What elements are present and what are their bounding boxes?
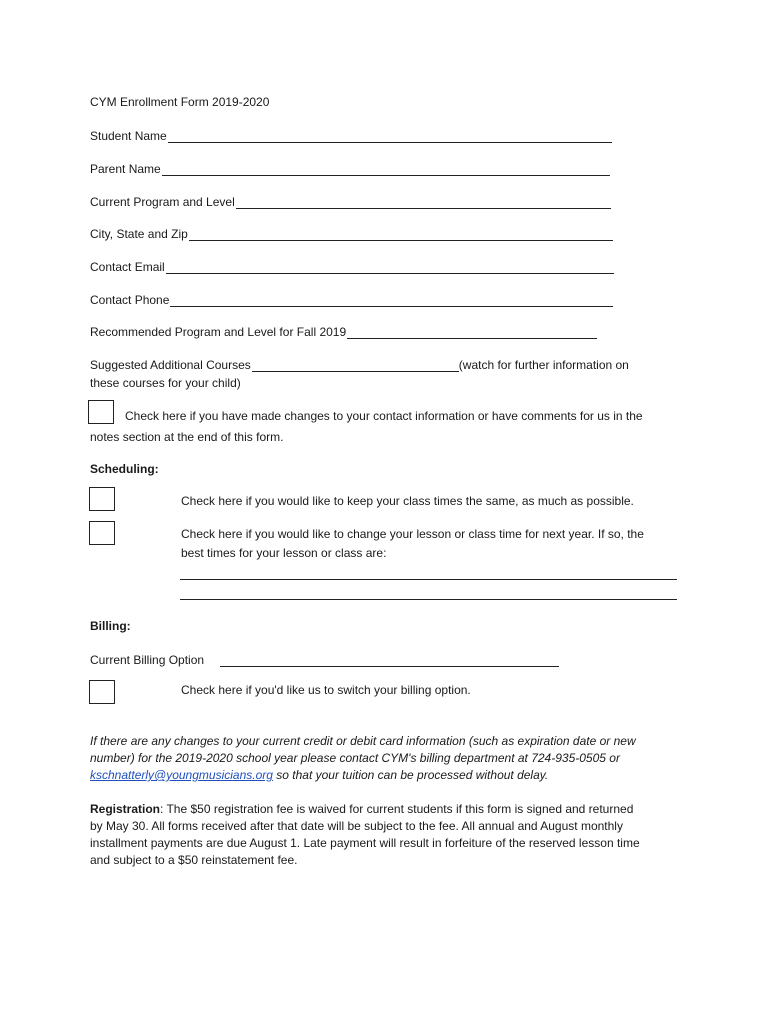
student-name-field[interactable] <box>90 127 612 143</box>
form-title: CYM Enrollment Form 2019-2020 <box>90 95 270 109</box>
field-label: Parent Name <box>90 162 161 176</box>
registration-line1 <box>90 802 633 816</box>
contact-change-label: Check here if you have made changes to your contact information or have comments for us in the <box>125 409 643 423</box>
change-times-label-cont: best times for your lesson or class are: <box>181 546 387 560</box>
current-program-field[interactable] <box>90 193 611 209</box>
student-name-line[interactable] <box>168 130 612 143</box>
parent-name-line[interactable] <box>162 163 610 176</box>
contact-phone-line[interactable] <box>170 294 613 307</box>
registration-text: : The $50 registration fee is waived for current students if this form is signed and returned <box>160 802 634 816</box>
contact-change-checkbox[interactable] <box>88 400 114 424</box>
contact-email-field[interactable] <box>90 258 614 274</box>
billing-email-link[interactable]: kschnatterly@youngmusicians.org <box>90 768 273 782</box>
field-label: Current Billing Option <box>90 653 205 667</box>
best-times-line-2[interactable] <box>180 599 677 600</box>
field-label: Current Program and Level <box>90 195 235 209</box>
scheduling-heading: Scheduling: <box>90 462 159 476</box>
city-state-zip-field[interactable] <box>90 225 613 241</box>
field-label: Contact Email <box>90 260 165 274</box>
recommended-program-field[interactable] <box>90 323 597 339</box>
contact-email-line[interactable] <box>166 261 614 274</box>
contact-phone-field[interactable] <box>90 291 613 307</box>
switch-billing-label: Check here if you'd like us to switch your billing option. <box>181 683 471 697</box>
suggested-note: (watch for further information on <box>458 358 629 372</box>
parent-name-field[interactable] <box>90 160 610 176</box>
current-billing-field[interactable] <box>90 651 559 667</box>
keep-times-label: Check here if you would like to keep your class times the same, as much as possible. <box>181 494 634 508</box>
card-notice-line1: If there are any changes to your current credit or debit card information (such as expiration date or new <box>90 734 636 748</box>
card-notice-line2: number) for the 2019-2020 school year please contact CYM's billing department at 724-935-0505 or <box>90 751 620 765</box>
suggested-courses-line[interactable] <box>252 359 459 372</box>
registration-line3: installment payments are due August 1. Late payment will result in forfeiture of the reserved lesson time <box>90 836 640 850</box>
card-notice-line3 <box>90 768 548 782</box>
suggested-courses-field[interactable] <box>90 356 629 372</box>
contact-change-label-cont: notes section at the end of this form. <box>90 430 284 444</box>
field-label: Suggested Additional Courses <box>90 358 251 372</box>
billing-heading: Billing: <box>90 619 131 633</box>
current-billing-line[interactable] <box>220 654 559 667</box>
change-times-label: Check here if you would like to change your lesson or class time for next year. If so, the <box>181 527 644 541</box>
recommended-program-line[interactable] <box>347 326 597 339</box>
field-label: Student Name <box>90 129 167 143</box>
change-times-checkbox[interactable] <box>89 521 115 545</box>
registration-label: Registration <box>90 802 161 816</box>
card-notice-rest: so that your tuition can be processed without delay. <box>272 768 549 782</box>
city-state-zip-line[interactable] <box>189 228 613 241</box>
field-label: Recommended Program and Level for Fall 2019 <box>90 325 347 339</box>
current-program-line[interactable] <box>236 196 611 209</box>
registration-line4: and subject to a $50 reinstatement fee. <box>90 853 298 867</box>
suggested-note-cont: these courses for your child) <box>90 376 241 390</box>
registration-line2: by May 30. All forms received after that date will be subject to the fee. All annual and August monthly <box>90 819 623 833</box>
keep-times-checkbox[interactable] <box>89 487 115 511</box>
field-label: City, State and Zip <box>90 227 188 241</box>
switch-billing-checkbox[interactable] <box>89 680 115 704</box>
best-times-line-1[interactable] <box>180 579 677 580</box>
field-label: Contact Phone <box>90 293 170 307</box>
